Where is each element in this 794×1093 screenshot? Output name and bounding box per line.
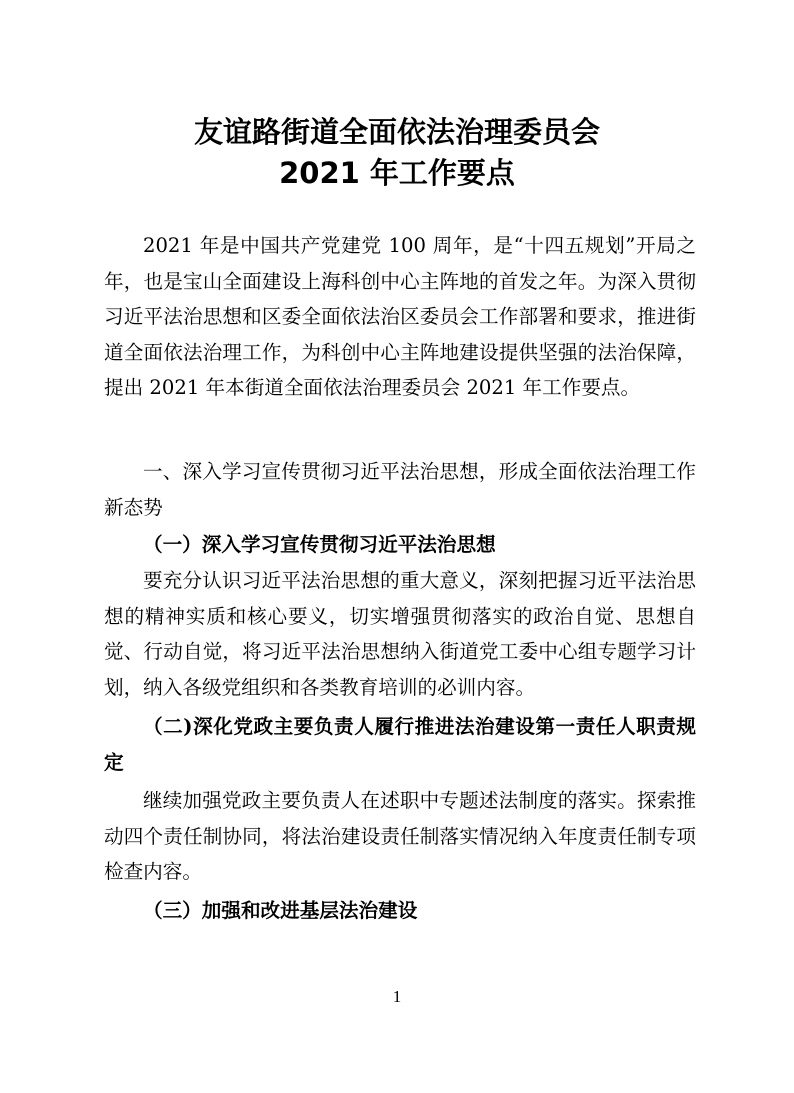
subsection-1-heading: （一）深入学习宣传贯彻习近平法治思想	[143, 533, 496, 556]
subsection-1-paragraph: 要充分认识习近平法治思想的重大意义，深刻把握习近平法治思想的精神实质和核心要义，切实增强贯彻落实的政治自觉、思想自觉、行动自觉，将习近平法治思想纳入街道党工委中心组专题学习计划，纳入各级党组织和各类教育培训的必训内容。	[104, 569, 696, 699]
subsection-2-paragraph: 继续加强党政主要负责人在述职中专题述法制度的落实。探索推动四个责任制协同，将法治建设责任制落实情况纳入年度责任制专项检查内容。	[104, 789, 696, 883]
section-one-heading: 一、深入学习宣传贯彻习近平法治思想，形成全面依法治理工作新态势	[104, 460, 696, 519]
subsection-2-heading: （二)深化党政主要负责人履行推进法治建设第一责任人职责规定	[104, 715, 696, 774]
intro-paragraph: 2021 年是中国共产党建党 100 周年，是“十四五规划”开局之年，也是宝山全面建设上海科创中心主阵地的首发之年。为深入贯彻习近平法治思想和区委全面依法治区委员会工作部署和要求，推进街道全面依法治理工作，为科创中心主阵地建设提供坚强的法治保障，提出 2021 年本街道全面依法治理委员会 2021 年工作要点。	[104, 234, 696, 399]
document-title-line-2: 2021 年工作要点	[279, 156, 515, 190]
document-title-line-1: 友谊路街道全面依法治理委员会	[193, 115, 600, 149]
page-number: 1	[392, 987, 402, 1006]
subsection-3-heading: （三）加强和改进基层法治建设	[143, 899, 418, 922]
